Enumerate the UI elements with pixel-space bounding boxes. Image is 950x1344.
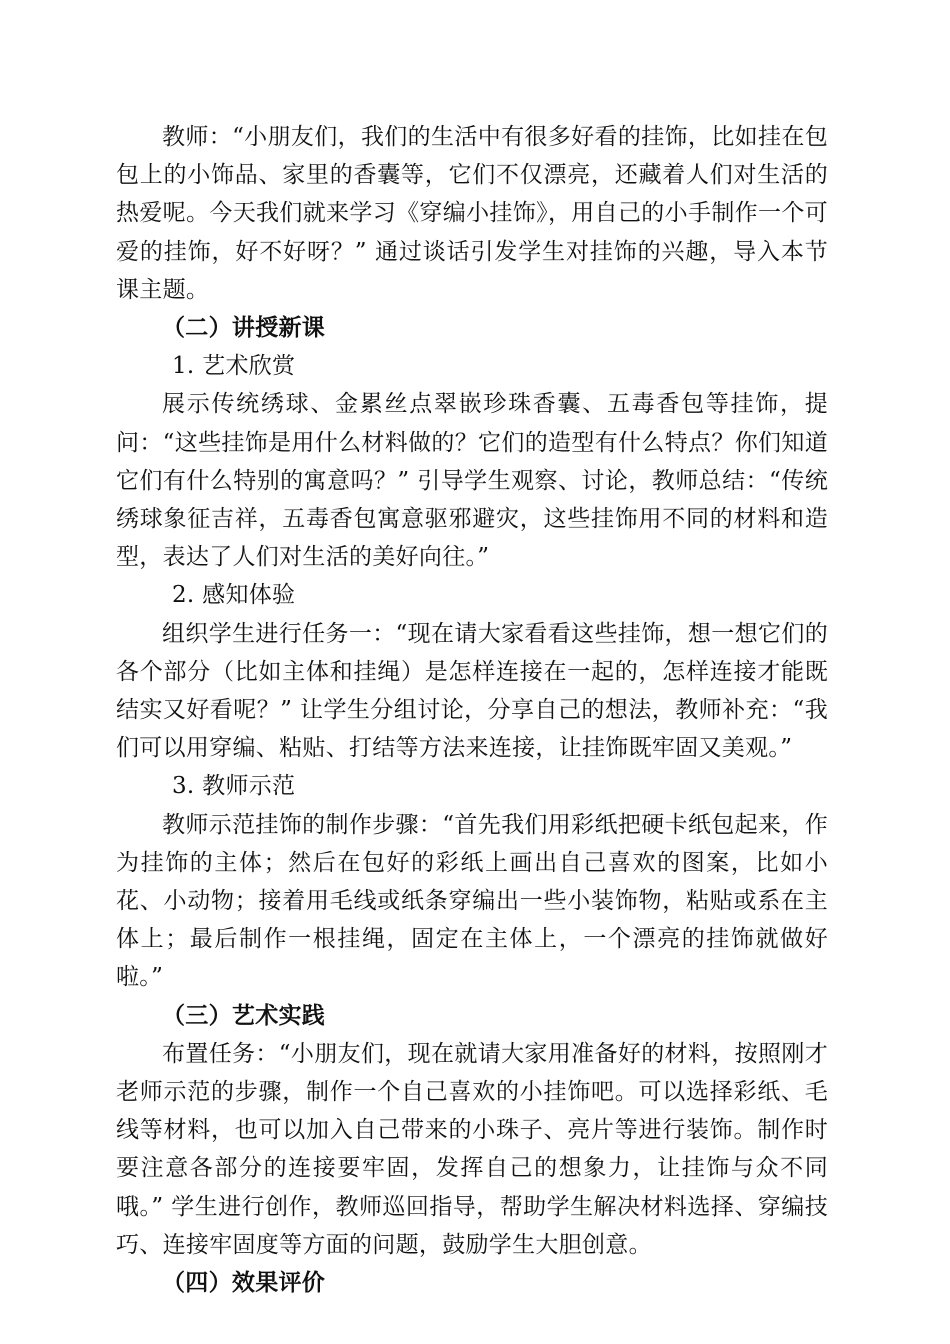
subsection-title-demonstration: 3. 教师示范: [172, 773, 296, 800]
paragraph-demonstration: 教师示范挂饰的制作步骤：“首先我们用彩纸把硬卡纸包起来，作为挂饰的主体；然后在包好的彩纸上画出自己喜欢的图案，比如小花、小动物；接着用毛线或纸条穿编出一些小装饰物，粘贴或系在主体上；最后制作一根挂绳，固定在主体上，一个漂亮的挂饰就做好啦。”: [116, 811, 828, 991]
section-heading-evaluation: （四）效果评价: [162, 1269, 326, 1297]
section-heading-practice: （三）艺术实践: [162, 1001, 326, 1029]
subsection-title-art-appreciation: 1. 艺术欣赏: [172, 353, 296, 380]
subsection-title-perception: 2. 感知体验: [172, 582, 296, 609]
intro-paragraph: 教师：“小朋友们，我们的生活中有很多好看的挂饰，比如挂在包包上的小饰品、家里的香囊等，它们不仅漂亮，还藏着人们对生活的热爱呢。今天我们就来学习《穿编小挂饰》，用自己的小手制作一个可爱的挂饰，好不好呀？” 通过谈话引发学生对挂饰的兴趣，导入本节课主题。: [116, 124, 828, 303]
paragraph-perception: 组织学生进行任务一：“现在请大家看看这些挂饰，想一想它们的各个部分（比如主体和挂绳）是怎样连接在一起的，怎样连接才能既结实又好看呢？” 让学生分组讨论，分享自己的想法，教师补充：“我们可以用穿编、粘贴、打结等方法来连接，让挂饰既牢固又美观。”: [116, 620, 828, 762]
paragraph-art-appreciation: 展示传统绣球、金累丝点翠嵌珍珠香囊、五毒香包等挂饰，提问：“这些挂饰是用什么材料做的？它们的造型有什么特点？你们知道它们有什么特别的寓意吗？” 引导学生观察、讨论，教师总结：“传统绣球象征吉祥，五毒香包寓意驱邪避灾，这些挂饰用不同的材料和造型，表达了人们对生活的美好向往。”: [116, 391, 828, 571]
paragraph-practice: 布置任务：“小朋友们，现在就请大家用准备好的材料，按照刚才老师示范的步骤，制作一个自己喜欢的小挂饰吧。可以选择彩纸、毛线等材料，也可以加入自己带来的小珠子、亮片等进行装饰。制作时要注意各部分的连接要牢固，发挥自己的想象力，让挂饰与众不同哦。” 学生进行创作，教师巡回指导，帮助学生解决材料选择、穿编技巧、连接牢固度等方面的问题，鼓励学生大胆创意。: [116, 1040, 828, 1258]
section-heading-teaching: （二）讲授新课: [162, 314, 326, 342]
document-page: [116, 118, 828, 1302]
